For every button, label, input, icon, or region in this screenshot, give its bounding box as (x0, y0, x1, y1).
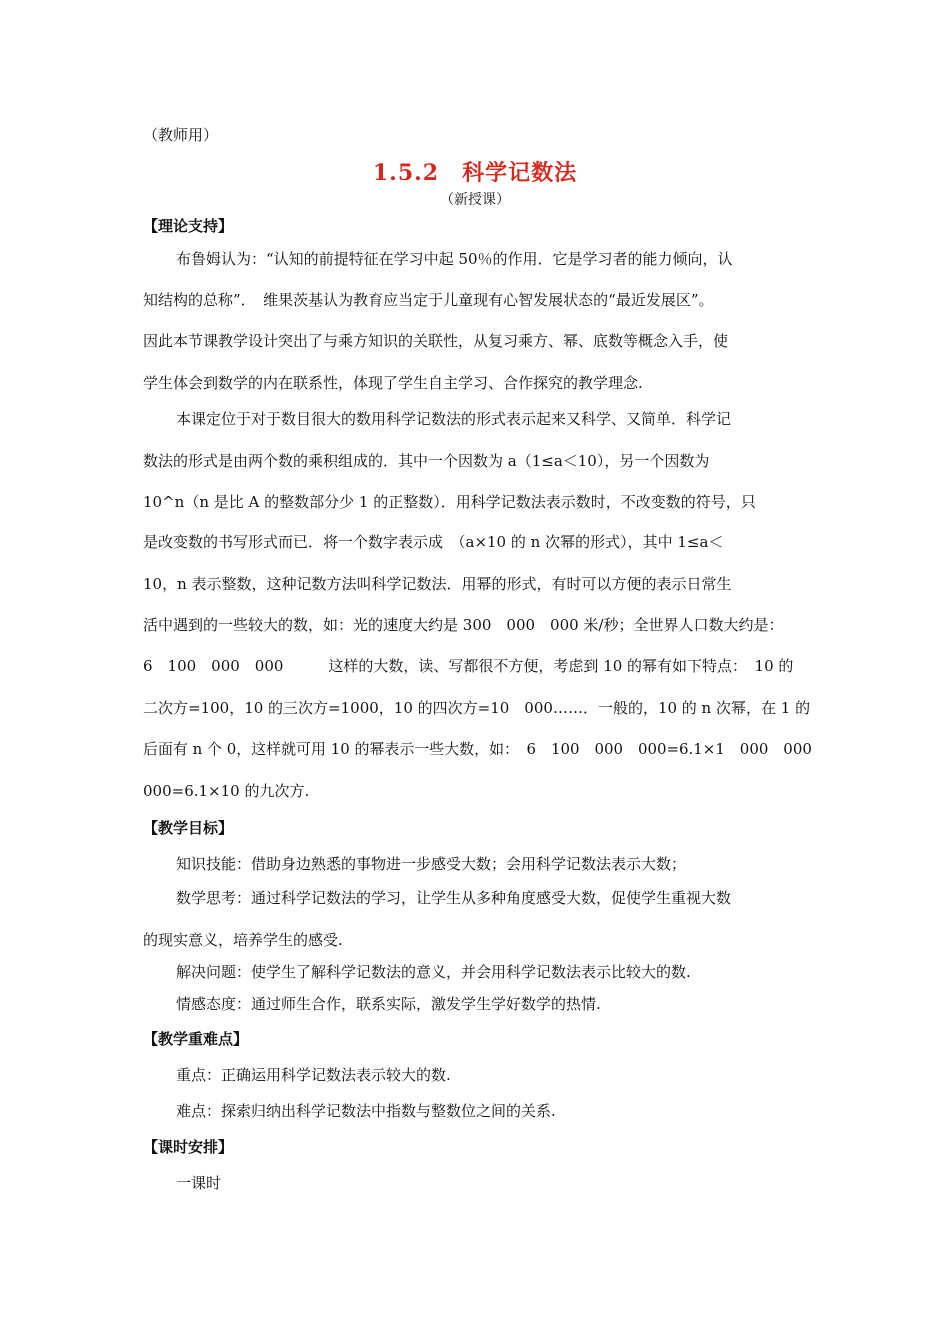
paragraph-line: 重点：正确运用科学记数法表示较大的数. (176, 1066, 451, 1084)
paragraph-line: 6 100 000 000 这样的大数，读、写都很不方便，考虑到 10 的幂有如下特点： 10 的 (143, 657, 794, 675)
lesson-subtitle: （新授课） (440, 192, 510, 208)
paragraph-line: 本课定位于对于数目很大的数用科学记数法的形式表示起来又科学、又简单．科学记 (176, 410, 732, 428)
paragraph-line: 000=6.1×10 的九次方. (143, 782, 310, 800)
paragraph-line: 是改变数的书写形式而已．将一个数字表示成 （a×10 的 n 次幂的形式），其中 1≤a＜ (143, 533, 724, 551)
section-heading-theory: 【理论支持】 (143, 217, 234, 235)
section-heading-key-points: 【教学重难点】 (143, 1030, 249, 1048)
section-heading-schedule: 【课时安排】 (143, 1138, 234, 1156)
paragraph-line: 学生体会到数学的内在联系性，体现了学生自主学习、合作探究的教学理念. (143, 374, 643, 392)
paragraph-line: 解决问题：使学生了解科学记数法的意义，并会用科学记数法表示比较大的数. (176, 963, 691, 981)
paragraph-line: 的现实意义，培养学生的感受. (143, 931, 343, 949)
paragraph-line: 后面有 n 个 0，这样就可用 10 的幂表示一些大数，如： 6 100 000 000=6.1×1 000 000 (143, 740, 812, 758)
paragraph-line: 数法的形式是由两个数的乘积组成的．其中一个因数为 a（1≤a＜10），另一个因数为 (143, 452, 710, 470)
paragraph-line: 布鲁姆认为：“认知的前提特征在学习中起 50％的作用．它是学习者的能力倾向，认 (176, 250, 733, 268)
paragraph-line: 情感态度：通过师生合作，联系实际，激发学生学好数学的热情. (176, 995, 601, 1013)
paragraph-line: 知结构的总称”． 维果茨基认为教育应当定于儿童现有心智发展状态的“最近发展区”。 (143, 291, 714, 309)
teacher-use-note: （教师用） (143, 126, 219, 144)
section-heading-goals: 【教学目标】 (143, 819, 234, 837)
paragraph-line: 知识技能：借助身边熟悉的事物进一步感受大数；会用科学记数法表示大数； (176, 855, 687, 873)
paragraph-line: 数学思考：通过科学记数法的学习，让学生从多种角度感受大数，促使学生重视大数 (176, 889, 732, 907)
paragraph-line: 10，n 表示整数，这种记数方法叫科学记数法．用幂的形式，有时可以方便的表示日常生 (143, 575, 732, 593)
paragraph-line: 10^n（n 是比 A 的整数部分少 1 的正整数）．用科学记数法表示数时，不改变数的符号，只 (143, 493, 756, 511)
paragraph-line: 一课时 (176, 1174, 222, 1192)
lesson-title: 1.5.2 科学记数法 (372, 160, 578, 186)
paragraph-line: 活中遇到的一些较大的数，如：光的速度大约是 300 000 000 米/秒；全世界人口数大约是： (143, 616, 784, 634)
paragraph-line: 因此本节课教学设计突出了与乘方知识的关联性，从复习乘方、幂、底数等概念入手，使 (143, 332, 729, 350)
paragraph-line: 难点：探索归纳出科学记数法中指数与整数位之间的关系. (176, 1102, 556, 1120)
paragraph-line: 二次方=100，10 的三次方=1000，10 的四次方=10 000……．一般的，10 的 n 次幂，在 1 的 (143, 699, 811, 717)
